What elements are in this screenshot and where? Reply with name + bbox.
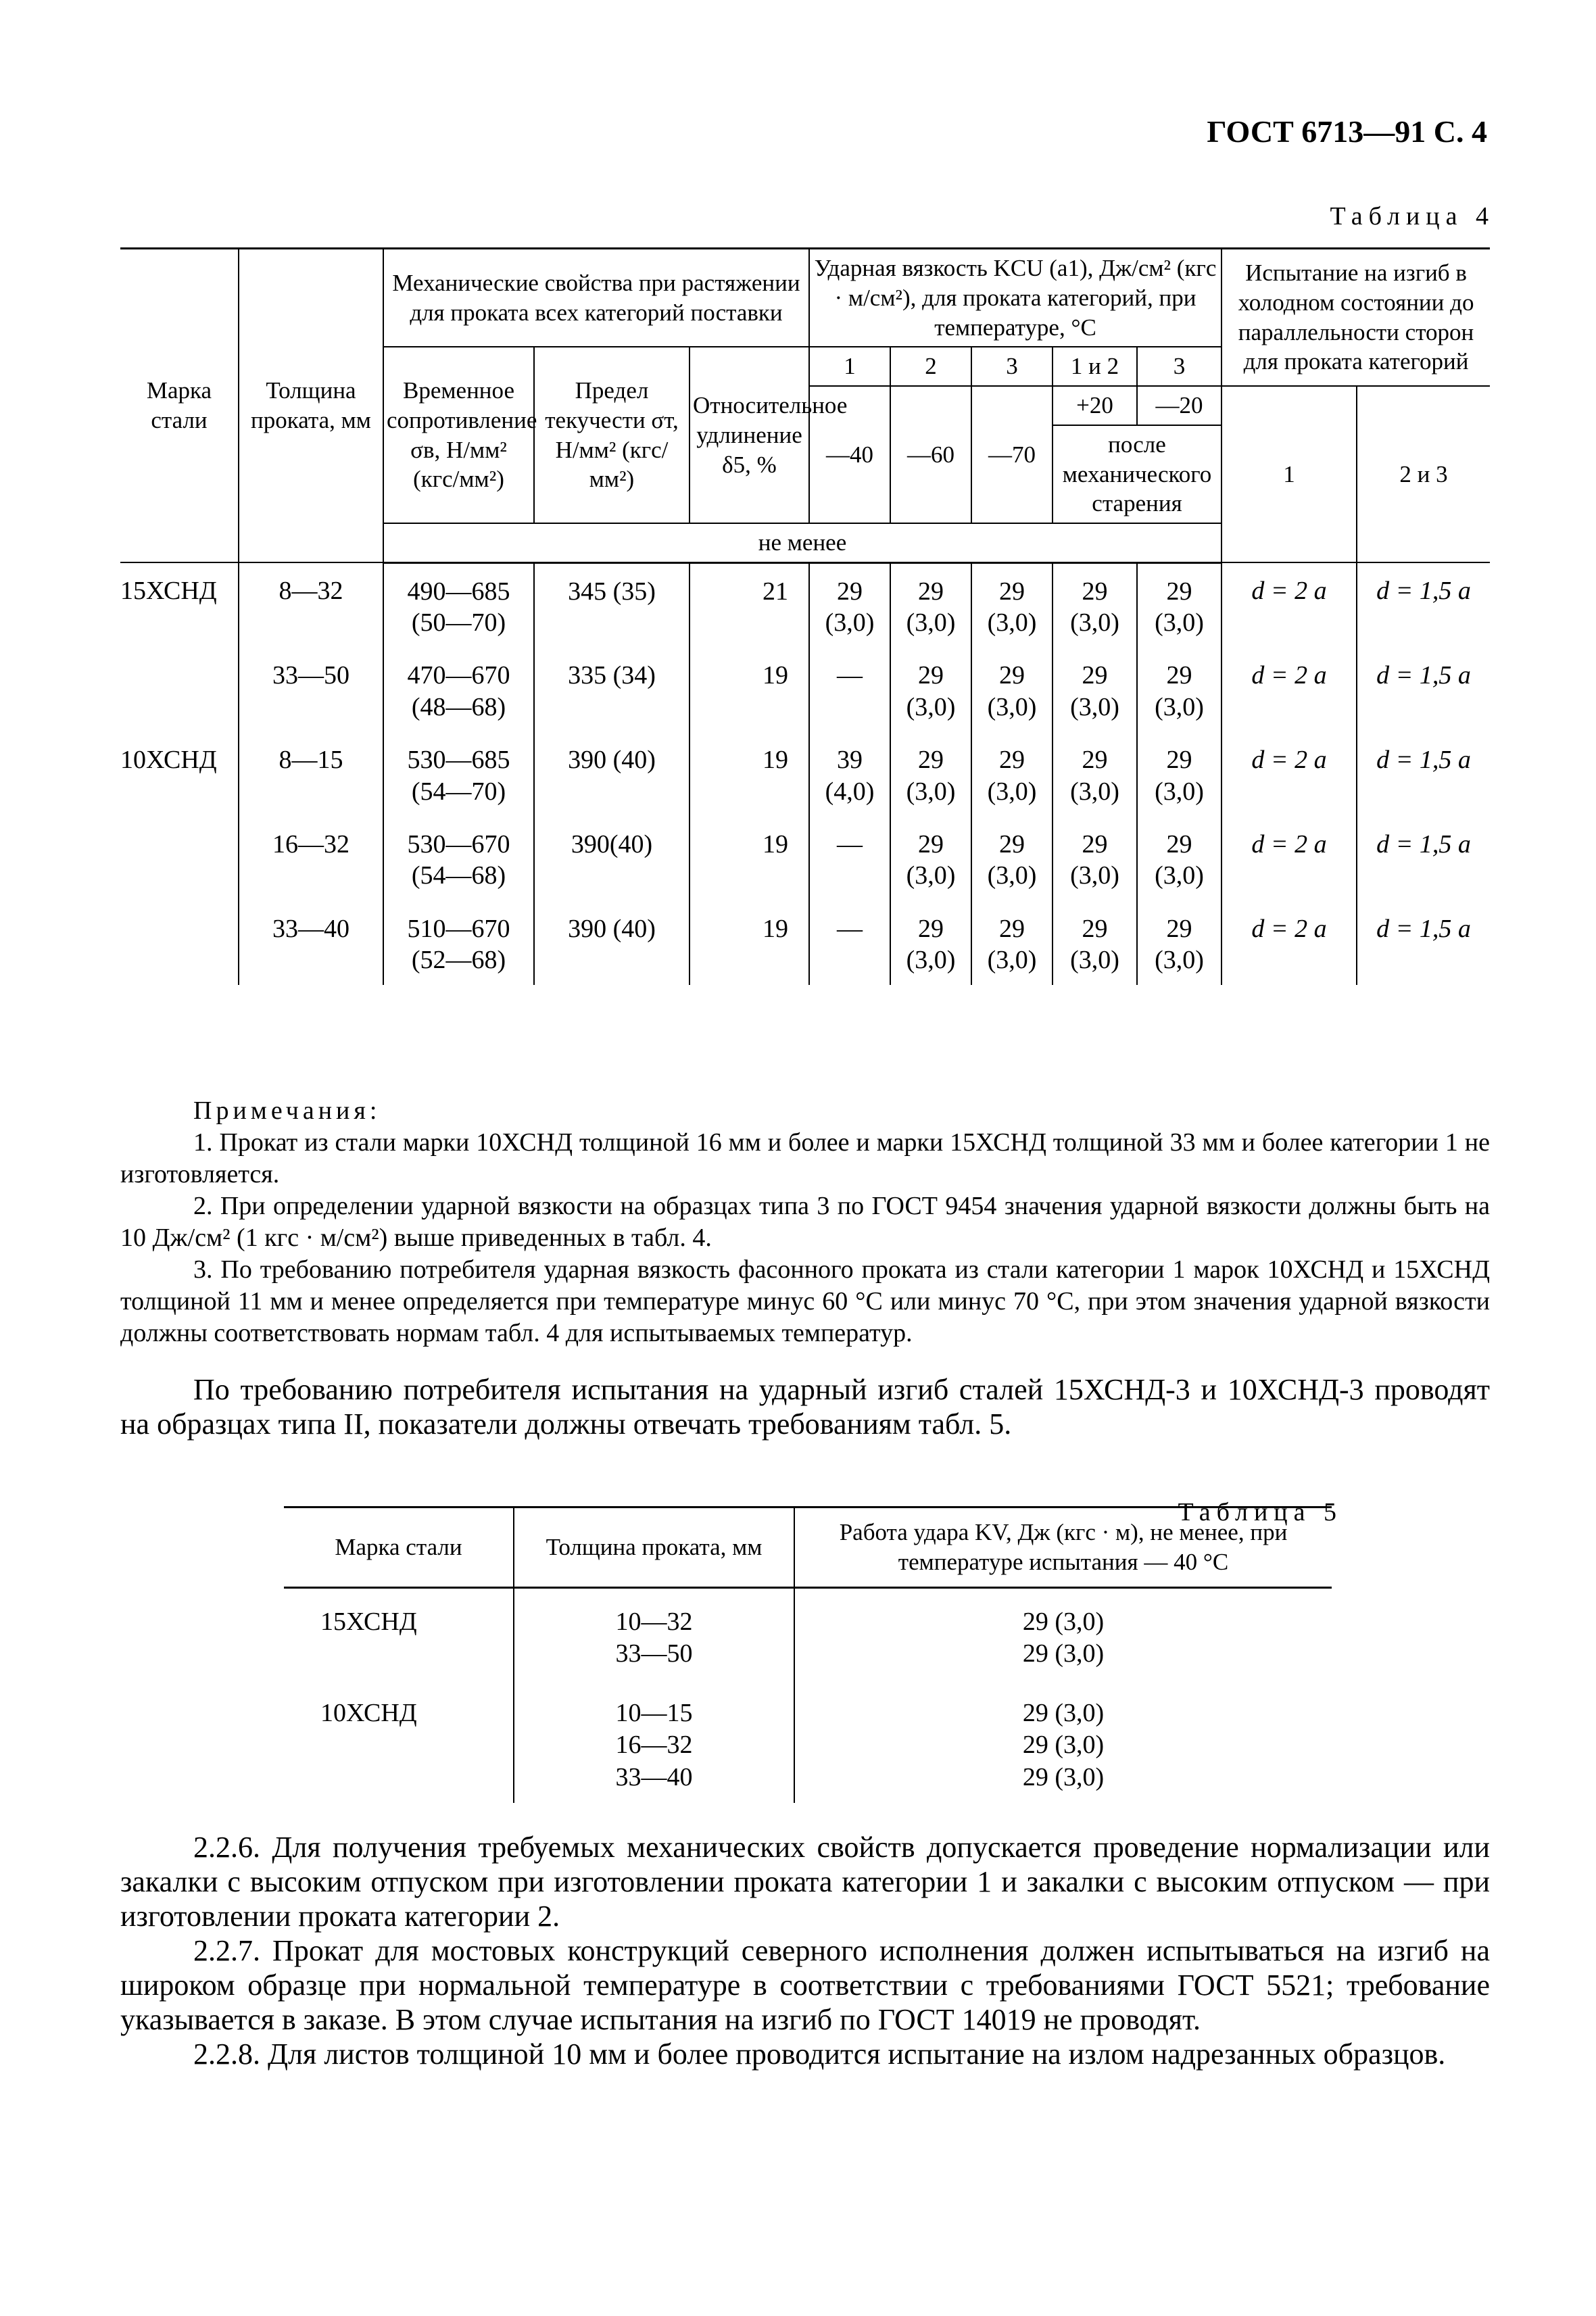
yield-cell: 390(40)	[534, 817, 690, 901]
t5-grade-cell: 15ХСНД	[284, 1587, 514, 1680]
elongation-cell: 21	[690, 562, 809, 648]
impact-cell: —	[809, 817, 890, 901]
impact-cell: 29 (3,0)	[1053, 562, 1137, 648]
thickness-cell: 33—50	[239, 648, 383, 732]
notes-title: Примечания:	[193, 1096, 381, 1125]
impact-cell: —	[809, 901, 890, 986]
t5-header-work: Работа удара KV, Дж (кгс · м), не менее, при температуре испытания — 40 °С	[794, 1507, 1332, 1588]
impact-cell: 29 (3,0)	[1053, 817, 1137, 901]
impact-cell: 29 (3,0)	[971, 562, 1053, 648]
grade-cell	[120, 901, 239, 986]
bend-cat1-cell: d = 2 a	[1222, 817, 1357, 901]
bend-cat1-cell: d = 2 a	[1222, 648, 1357, 732]
impact-cell: —	[809, 648, 890, 732]
requirement-paragraph	[120, 1372, 1490, 1441]
header-elongation: Относительное удлинение δ5, %	[690, 347, 809, 523]
temp-minus20: —20	[1137, 386, 1222, 425]
impact-cell: 29 (3,0)	[1137, 817, 1222, 901]
t5-header-grade: Марка стали	[284, 1507, 514, 1588]
impact-cell: 29 (3,0)	[890, 817, 971, 901]
note-1: 1. Прокат из стали марки 10ХСНД толщиной 16 мм и более и марки 15ХСНД толщиной 33 мм и более категории 1 не изготовляется.	[120, 1128, 1490, 1188]
table-row	[284, 1680, 1332, 1804]
impact-cell: 29 (3,0)	[1053, 732, 1137, 817]
bend-cat1-cell: d = 2 a	[1222, 732, 1357, 817]
bend-cat1-cell: d = 2 a	[1222, 562, 1357, 648]
category-1-2: 1 и 2	[1053, 347, 1137, 386]
requirement-text: По требованию потребителя испытания на ударный изгиб сталей 15ХСНД-3 и 10ХСНД-3 проводят на образцах типа II, показатели должны отвечать требованиям табл. 5.	[120, 1373, 1490, 1441]
temp-minus70: —70	[971, 386, 1053, 523]
impact-cell: 29 (3,0)	[890, 732, 971, 817]
header-bend: Испытание на изгиб в холодном состоянии до параллельности сторон для проката категорий	[1222, 249, 1490, 387]
impact-cell: 29 (3,0)	[809, 562, 890, 648]
table-5	[284, 1506, 1332, 1803]
thickness-cell: 33—40	[239, 901, 383, 986]
header-thickness: Толщина проката, мм	[239, 249, 383, 563]
table-row	[120, 817, 1490, 901]
impact-cell: 29 (3,0)	[971, 732, 1053, 817]
note-2: 2. При определении ударной вязкости на образцах типа 3 по ГОСТ 9454 значения ударной вязкости должны быть на 10 Дж/см² (1 кгс · м/см²) выше приведенных в табл. 4.	[120, 1192, 1490, 1252]
thickness-cell: 8—32	[239, 562, 383, 648]
grade-cell: 15ХСНД	[120, 562, 239, 648]
bend-cat23-cell: d = 1,5 a	[1357, 732, 1490, 817]
bend-category-2-3: 2 и 3	[1357, 386, 1490, 562]
bend-category-1: 1	[1222, 386, 1357, 562]
impact-cell: 29 (3,0)	[890, 648, 971, 732]
yield-cell: 335 (34)	[534, 648, 690, 732]
category-3: 3	[971, 347, 1053, 386]
bend-cat1-cell: d = 2 a	[1222, 901, 1357, 986]
yield-cell: 345 (35)	[534, 562, 690, 648]
thickness-cell: 16—32	[239, 817, 383, 901]
clause-2-2-6: 2.2.6. Для получения требуемых механических свойств допускается проведение нормализации или закалки с высоким отпуском при изготовлении проката категории 1 и закалки с высоким отпуском — при изготовлении проката категории 2.	[120, 1831, 1490, 1933]
tensile-cell: 510—670 (52—68)	[383, 901, 534, 986]
bend-cat23-cell: d = 1,5 a	[1357, 562, 1490, 648]
tensile-cell: 470—670 (48—68)	[383, 648, 534, 732]
t5-grade-cell: 10ХСНД	[284, 1680, 514, 1804]
grade-cell	[120, 817, 239, 901]
header-tensile: Временное сопротивление σв, Н/мм² (кгс/мм²)	[383, 347, 534, 523]
header-impact: Ударная вязкость KCU (a1), Дж/см² (кгс · м/см²), для проката категорий, при температуре, °С	[809, 249, 1222, 347]
header-grade: Марка стали	[120, 249, 239, 563]
t5-thickness-cell: 10—15 16—32 33—40	[514, 1680, 794, 1804]
impact-cell: 29 (3,0)	[1137, 732, 1222, 817]
table-row	[120, 562, 1490, 648]
grade-cell: 10ХСНД	[120, 732, 239, 817]
clause-2-2-7: 2.2.7. Прокат для мостовых конструкций северного исполнения должен испытываться на изгиб на широком образце при нормальной температуре в соответствии с требованиями ГОСТ 5521; требование указывается в заказе. В этом случае испытания на изгиб по ГОСТ 14019 не проводят.	[120, 1934, 1490, 2036]
impact-cell: 29 (3,0)	[890, 901, 971, 986]
temp-plus20: +20	[1053, 386, 1137, 425]
t5-header-thickness: Толщина проката, мм	[514, 1507, 794, 1588]
elongation-cell: 19	[690, 817, 809, 901]
impact-cell: 29 (3,0)	[1053, 648, 1137, 732]
impact-cell: 29 (3,0)	[971, 817, 1053, 901]
table-row	[120, 901, 1490, 986]
impact-cell: 39 (4,0)	[809, 732, 890, 817]
t5-thickness-cell: 10—32 33—50	[514, 1587, 794, 1680]
temp-minus40: —40	[809, 386, 890, 523]
impact-cell: 29 (3,0)	[1137, 901, 1222, 986]
bend-cat23-cell: d = 1,5 a	[1357, 648, 1490, 732]
note-3: 3. По требованию потребителя ударная вязкость фасонного проката из стали категории 1 марок 10ХСНД и 15ХСНД толщиной 11 мм и менее определяется при температуре минус 60 °С или минус 70 °С, при этом значения ударной вязкости должны соответствовать нормам табл. 4 для испытываемых температур.	[120, 1255, 1490, 1347]
header-mechanical: Механические свойства при растяжении для проката всех категорий поставки	[383, 249, 809, 347]
after-aging-label: после механического старения	[1053, 425, 1222, 523]
clauses	[120, 1830, 1490, 2071]
tensile-cell: 490—685 (50—70)	[383, 562, 534, 648]
thickness-cell: 8—15	[239, 732, 383, 817]
table5-caption: Таблица 5	[1178, 1498, 1343, 1526]
t5-work-cell: 29 (3,0) 29 (3,0) 29 (3,0)	[794, 1680, 1332, 1804]
min-label: не менее	[383, 523, 1222, 562]
table-row	[120, 648, 1490, 732]
category-1: 1	[809, 347, 890, 386]
impact-cell: 29 (3,0)	[890, 562, 971, 648]
t5-work-cell: 29 (3,0) 29 (3,0)	[794, 1587, 1332, 1680]
category-2: 2	[890, 347, 971, 386]
elongation-cell: 19	[690, 648, 809, 732]
impact-cell: 29 (3,0)	[1137, 562, 1222, 648]
clause-2-2-8: 2.2.8. Для листов толщиной 10 мм и более проводится испытание на излом надрезанных образцов.	[193, 2037, 1446, 2071]
yield-cell: 390 (40)	[534, 732, 690, 817]
bend-cat23-cell: d = 1,5 a	[1357, 901, 1490, 986]
elongation-cell: 19	[690, 901, 809, 986]
grade-cell	[120, 648, 239, 732]
table-row	[120, 732, 1490, 817]
category-3b: 3	[1137, 347, 1222, 386]
impact-cell: 29 (3,0)	[971, 901, 1053, 986]
impact-cell: 29 (3,0)	[1137, 648, 1222, 732]
impact-cell: 29 (3,0)	[971, 648, 1053, 732]
table4-caption: Таблица 4	[1330, 202, 1495, 231]
elongation-cell: 19	[690, 732, 809, 817]
tensile-cell: 530—670 (54—68)	[383, 817, 534, 901]
bend-cat23-cell: d = 1,5 a	[1357, 817, 1490, 901]
page-header: ГОСТ 6713—91 С. 4	[1207, 114, 1487, 149]
table-row	[284, 1587, 1332, 1680]
header-yield: Предел текучести σт, Н/мм² (кгс/мм²)	[534, 347, 690, 523]
yield-cell: 390 (40)	[534, 901, 690, 986]
tensile-cell: 530—685 (54—70)	[383, 732, 534, 817]
temp-minus60: —60	[890, 386, 971, 523]
notes	[120, 1095, 1490, 1349]
table-4	[120, 247, 1490, 985]
impact-cell: 29 (3,0)	[1053, 901, 1137, 986]
